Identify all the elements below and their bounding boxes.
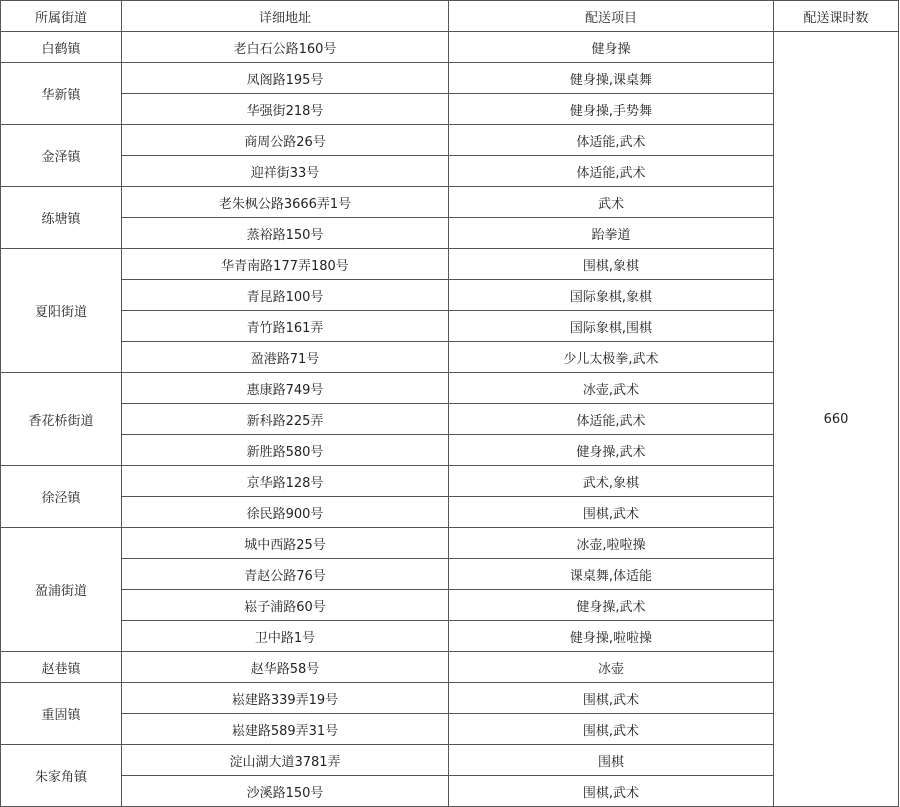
table-row	[1, 187, 899, 218]
address-cell: 盈港路71号	[122, 342, 449, 373]
table-row	[1, 435, 899, 466]
project-cell: 围棋,武术	[449, 497, 774, 528]
address-cell: 赵华路58号	[122, 652, 449, 683]
address-cell: 老朱枫公路3666弄1号	[122, 187, 449, 218]
project-cell: 围棋,象棋	[449, 249, 774, 280]
address-cell: 华强街218号	[122, 94, 449, 125]
project-cell: 武术,象棋	[449, 466, 774, 497]
table-row	[1, 280, 899, 311]
project-cell: 冰壶	[449, 652, 774, 683]
project-cell: 体适能,武术	[449, 404, 774, 435]
table-row	[1, 652, 899, 683]
address-cell: 凤阁路195号	[122, 63, 449, 94]
table-row	[1, 94, 899, 125]
address-cell: 青竹路161弄	[122, 311, 449, 342]
address-cell: 华青南路177弄180号	[122, 249, 449, 280]
project-cell: 冰壶,武术	[449, 373, 774, 404]
address-cell: 崧建路339弄19号	[122, 683, 449, 714]
address-cell: 城中西路25号	[122, 528, 449, 559]
table-row	[1, 32, 899, 63]
district-cell: 徐泾镇	[1, 466, 122, 528]
address-cell: 崧建路589弄31号	[122, 714, 449, 745]
district-cell: 重固镇	[1, 683, 122, 745]
district-cell: 盈浦街道	[1, 528, 122, 652]
header-row	[1, 1, 899, 32]
project-cell: 体适能,武术	[449, 156, 774, 187]
project-cell: 围棋	[449, 745, 774, 776]
project-cell: 武术	[449, 187, 774, 218]
header-hours: 配送课时数	[774, 1, 899, 32]
table-row	[1, 373, 899, 404]
project-cell: 健身操,武术	[449, 590, 774, 621]
district-cell: 赵巷镇	[1, 652, 122, 683]
address-cell: 卫中路1号	[122, 621, 449, 652]
table-row	[1, 218, 899, 249]
address-cell: 新胜路580号	[122, 435, 449, 466]
table-row	[1, 683, 899, 714]
address-cell: 青昆路100号	[122, 280, 449, 311]
address-cell: 蒸裕路150号	[122, 218, 449, 249]
district-cell: 夏阳街道	[1, 249, 122, 373]
hours-cell: 660	[774, 32, 899, 807]
address-cell: 惠康路749号	[122, 373, 449, 404]
address-cell: 崧子浦路60号	[122, 590, 449, 621]
project-cell: 围棋,武术	[449, 776, 774, 807]
table-row	[1, 621, 899, 652]
header-district: 所属街道	[1, 1, 122, 32]
table-row	[1, 714, 899, 745]
project-cell: 健身操,武术	[449, 435, 774, 466]
district-cell: 香花桥街道	[1, 373, 122, 466]
table-row	[1, 745, 899, 776]
project-cell: 国际象棋,象棋	[449, 280, 774, 311]
table-row	[1, 528, 899, 559]
project-cell: 围棋,武术	[449, 714, 774, 745]
address-cell: 新科路225弄	[122, 404, 449, 435]
project-cell: 健身操,手势舞	[449, 94, 774, 125]
address-cell: 迎祥街33号	[122, 156, 449, 187]
address-cell: 商周公路26号	[122, 125, 449, 156]
address-cell: 淀山湖大道3781弄	[122, 745, 449, 776]
district-cell: 白鹤镇	[1, 32, 122, 63]
district-cell: 金泽镇	[1, 125, 122, 187]
table-row	[1, 63, 899, 94]
table-row	[1, 311, 899, 342]
address-cell: 京华路128号	[122, 466, 449, 497]
project-cell: 健身操,啦啦操	[449, 621, 774, 652]
project-cell: 健身操,课桌舞	[449, 63, 774, 94]
project-cell: 冰壶,啦啦操	[449, 528, 774, 559]
table-row	[1, 404, 899, 435]
project-cell: 少儿太极拳,武术	[449, 342, 774, 373]
table-row	[1, 125, 899, 156]
header-address: 详细地址	[122, 1, 449, 32]
table-row	[1, 559, 899, 590]
address-cell: 青赵公路76号	[122, 559, 449, 590]
address-cell: 老白石公路160号	[122, 32, 449, 63]
header-project: 配送项目	[449, 1, 774, 32]
table-row	[1, 590, 899, 621]
project-cell: 跆拳道	[449, 218, 774, 249]
district-cell: 华新镇	[1, 63, 122, 125]
project-cell: 围棋,武术	[449, 683, 774, 714]
project-cell: 体适能,武术	[449, 125, 774, 156]
table-row	[1, 776, 899, 807]
district-cell: 练塘镇	[1, 187, 122, 249]
address-cell: 沙溪路150号	[122, 776, 449, 807]
table-row	[1, 497, 899, 528]
district-cell: 朱家角镇	[1, 745, 122, 807]
table-body	[1, 32, 899, 807]
project-cell: 课桌舞,体适能	[449, 559, 774, 590]
project-cell: 健身操	[449, 32, 774, 63]
address-cell: 徐民路900号	[122, 497, 449, 528]
table-row	[1, 466, 899, 497]
project-cell: 国际象棋,围棋	[449, 311, 774, 342]
table-row	[1, 249, 899, 280]
table-row	[1, 156, 899, 187]
table-row	[1, 342, 899, 373]
